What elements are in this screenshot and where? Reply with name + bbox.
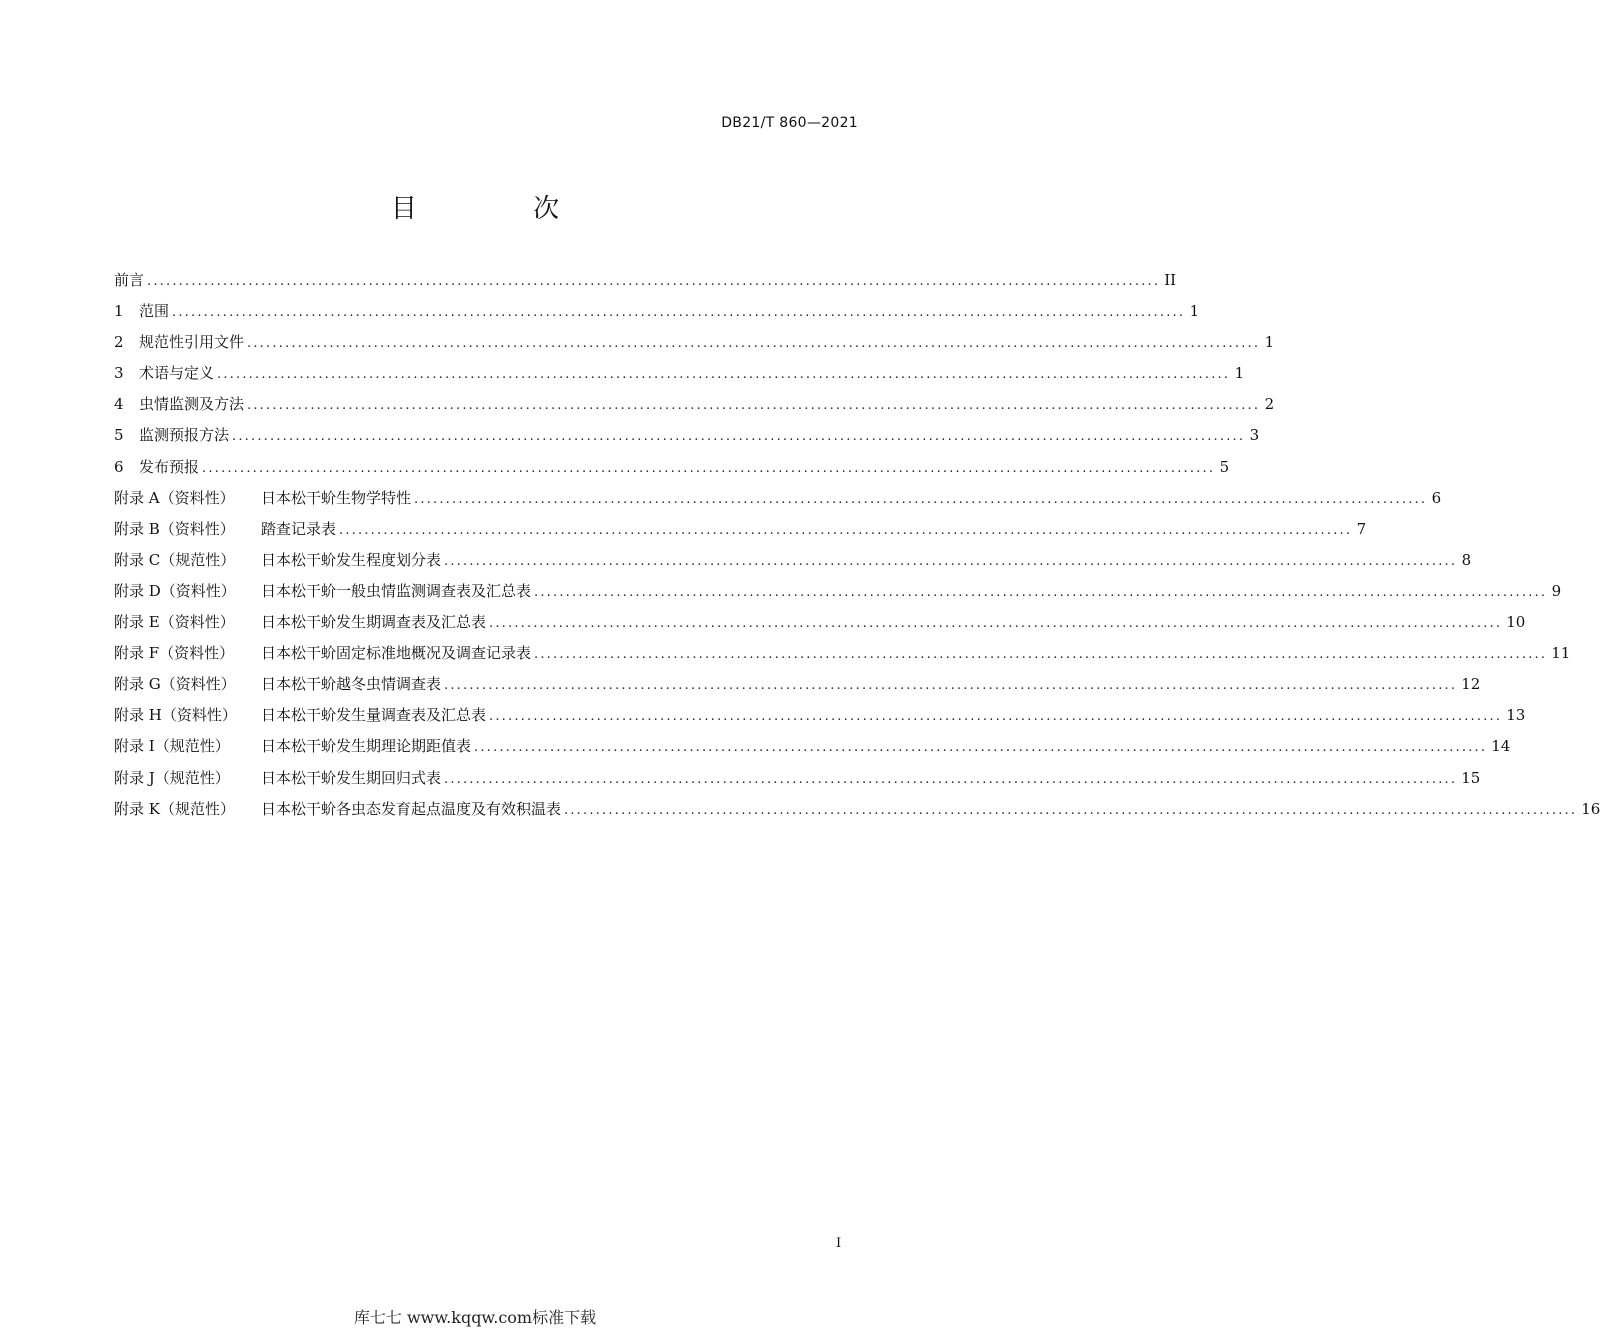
toc-appendix-label: 附录 E（资料性） (114, 613, 235, 632)
toc-entry[interactable] (114, 766, 1481, 797)
toc-appendix-label: 附录 G（资料性） (114, 675, 236, 694)
toc-leader-dots: ................................................................................................................................................................ (339, 522, 1353, 538)
toc-page-number: 10 (1506, 613, 1526, 632)
toc-entry[interactable] (114, 641, 1571, 672)
toc-entry[interactable] (114, 734, 1511, 765)
toc-entry-title: 范围 (139, 302, 170, 321)
page-title: 目 次 (390, 194, 614, 224)
toc-entry[interactable] (114, 579, 1562, 610)
toc-entry[interactable] (114, 361, 1245, 392)
toc-page-number: 1 (1234, 364, 1245, 383)
toc-entry-title: 虫情监测及方法 (139, 395, 245, 414)
table-of-contents (114, 268, 1600, 828)
toc-page-number: II (1164, 271, 1177, 289)
toc-entry-title: 术语与定义 (139, 364, 215, 383)
toc-leader-dots: ................................................................................................................................................................ (489, 616, 1503, 632)
toc-leader-dots: ................................................................................................................................................................ (217, 367, 1231, 383)
toc-leader-dots: ................................................................................................................................................................ (232, 429, 1246, 445)
toc-entry[interactable] (114, 330, 1275, 361)
toc-leader-dots: ................................................................................................................................................................ (414, 491, 1428, 507)
toc-leader-dots: ................................................................................................................................................................ (564, 802, 1578, 818)
toc-page-number: 12 (1461, 675, 1481, 694)
toc-entry[interactable] (114, 268, 1177, 299)
toc-entry-title: 发布预报 (139, 457, 200, 476)
toc-appendix-label: 附录 A（资料性） (114, 488, 235, 507)
toc-section-number: 3 (114, 364, 124, 383)
toc-leader-dots: ................................................................................................................................................................ (247, 336, 1261, 352)
toc-section-number: 6 (114, 457, 124, 476)
toc-appendix-label: 附录 D（资料性） (114, 581, 236, 600)
toc-entry-title: 日本松干蚧发生量调查表及汇总表 (261, 706, 487, 725)
toc-entry-title: 日本松干蚧固定标准地概况及调查记录表 (261, 644, 532, 663)
toc-entry[interactable] (114, 610, 1526, 641)
toc-entry-title: 日本松干蚧发生期理论期距值表 (261, 737, 472, 756)
toc-entry-title: 日本松干蚧发生期回归式表 (261, 768, 442, 787)
toc-leader-dots: ................................................................................................................................................................ (247, 398, 1261, 414)
toc-entry-title: 日本松干蚧一般虫情监测调查表及汇总表 (261, 581, 532, 600)
toc-page-number: 16 (1581, 799, 1600, 818)
toc-leader-dots: ................................................................................................................................................................ (444, 771, 1458, 787)
toc-section-number: 1 (114, 302, 124, 321)
standard-code: DB21/T 860—2021 (721, 115, 858, 131)
toc-leader-dots: ................................................................................................................................................................ (534, 647, 1548, 663)
toc-entry-title: 监测预报方法 (139, 426, 230, 445)
toc-leader-dots: ................................................................................................................................................................ (444, 678, 1458, 694)
toc-leader-dots: ................................................................................................................................................................ (489, 709, 1503, 725)
toc-page-number: 3 (1249, 426, 1260, 445)
toc-entry-title: 日本松干蚧发生程度划分表 (261, 550, 442, 569)
toc-entry[interactable] (114, 797, 1600, 828)
toc-section-number: 4 (114, 395, 124, 414)
toc-leader-dots: ................................................................................................................................................................ (534, 584, 1548, 600)
toc-leader-dots: ................................................................................................................................................................ (147, 274, 1161, 289)
toc-section-number: 5 (114, 426, 124, 445)
toc-page-number: 1 (1264, 333, 1275, 352)
toc-page-number: 15 (1461, 768, 1481, 787)
toc-page-number: 9 (1551, 581, 1562, 600)
toc-entry[interactable] (114, 455, 1230, 486)
toc-entry[interactable] (114, 299, 1200, 330)
toc-entry-title: 日本松干蚧各虫态发育起点温度及有效积温表 (261, 799, 562, 818)
toc-appendix-label: 附录 C（规范性） (114, 550, 236, 569)
toc-entry-title: 踏查记录表 (261, 519, 337, 538)
toc-entry-title: 日本松干蚧生物学特性 (261, 488, 412, 507)
toc-entry[interactable] (114, 548, 1472, 579)
toc-entry-title: 规范性引用文件 (139, 333, 245, 352)
toc-entry[interactable] (114, 703, 1526, 734)
toc-page-number: 6 (1431, 488, 1442, 507)
toc-leader-dots: ................................................................................................................................................................ (444, 553, 1458, 569)
toc-appendix-label: 附录 F（资料性） (114, 644, 235, 663)
toc-appendix-label: 附录 H（资料性） (114, 706, 237, 725)
toc-appendix-label: 附录 K（规范性） (114, 799, 235, 818)
toc-leader-dots: ................................................................................................................................................................ (172, 305, 1186, 321)
toc-entry[interactable] (114, 392, 1275, 423)
toc-entry-title: 前言 (114, 271, 145, 289)
toc-leader-dots: ................................................................................................................................................................ (474, 740, 1488, 756)
toc-appendix-label: 附录 I（规范性） (114, 737, 230, 756)
toc-entry-title: 日本松干蚧越冬虫情调查表 (261, 675, 442, 694)
toc-entry[interactable] (114, 486, 1442, 517)
toc-page-number: 11 (1551, 644, 1571, 663)
toc-entry[interactable] (114, 517, 1367, 548)
toc-page-number: 13 (1506, 706, 1526, 725)
toc-entry[interactable] (114, 672, 1481, 703)
toc-leader-dots: ................................................................................................................................................................ (202, 460, 1216, 476)
toc-page-number: 2 (1264, 395, 1275, 414)
toc-page-number: 8 (1461, 550, 1472, 569)
toc-page-number: 5 (1219, 457, 1230, 476)
toc-page-number: 7 (1356, 519, 1367, 538)
toc-section-number: 2 (114, 333, 124, 352)
toc-page-number: 1 (1189, 302, 1200, 321)
toc-appendix-label: 附录 B（资料性） (114, 519, 235, 538)
footer-watermark: 库七七 www.kqqw.com标准下载 (353, 1308, 597, 1327)
toc-page-number: 14 (1491, 737, 1511, 756)
page-number: I (836, 1236, 842, 1251)
toc-appendix-label: 附录 J（规范性） (114, 768, 230, 787)
toc-entry-title: 日本松干蚧发生期调查表及汇总表 (261, 613, 487, 632)
toc-entry[interactable] (114, 423, 1260, 454)
